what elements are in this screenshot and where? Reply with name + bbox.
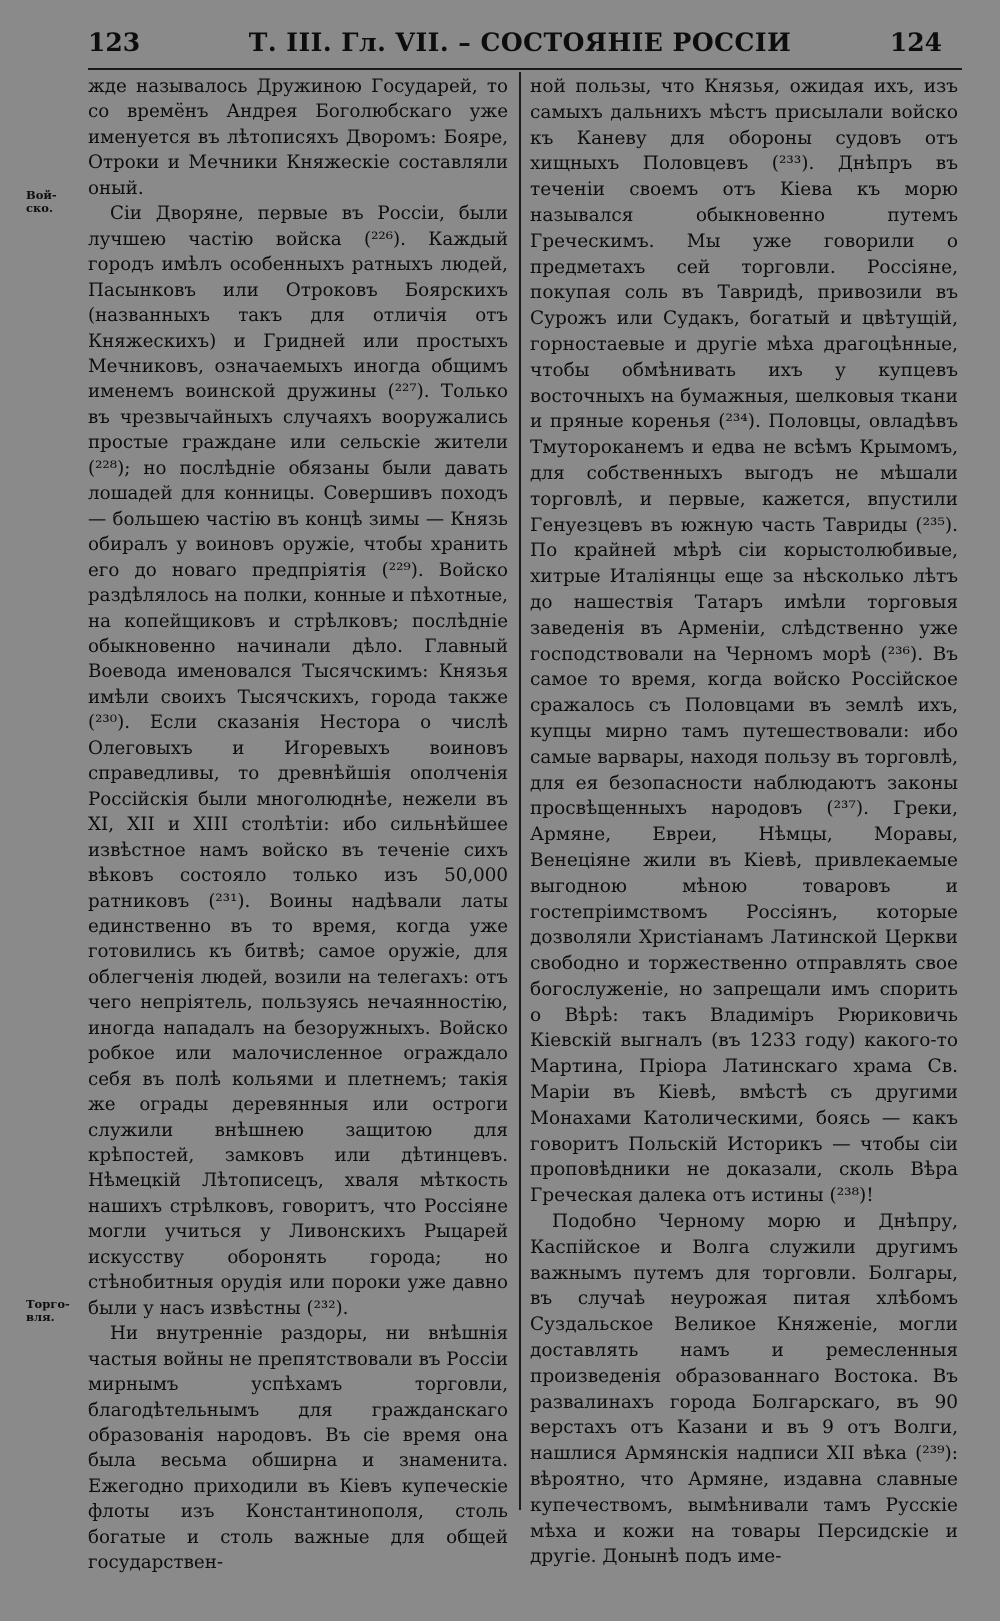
running-title: Т. III. Гл. VII. – СОСТОЯНІЕ РОССІИ (248, 28, 792, 57)
margin-note-text: Торго- вля. (26, 1297, 70, 1324)
paragraph: Подобно Черному морю и Днѣпру, Каспійское и Волга служили другимъ важнымъ путемъ для торговли. Болгары, въ случаѣ неурожая питая хлѣбомъ Суздальское Великое Княженіе, могли доставлять намъ и ремесленныя произведенія образованнаго Востока. Въ развалинахъ города Болгарскаго, въ 90 верстахъ отъ Казани и въ 9 отъ Волги, нашлися Армянскія надписи XII вѣка (²³⁹): вѣроятно, что Армяне, издавна славные купечествомъ, вымѣнивали тамъ Русскіе мѣха и кожи на товары Персидскіе и другіе. Донынѣ подъ име- (530, 1211, 958, 1568)
header-rule (88, 68, 962, 70)
paragraph: Сіи Дворяне, первые въ Россіи, были лучшею частію войска (²²⁶). Каждый городъ имѣлъ особенныхъ ратныхъ людей, Пасынковъ или Отроковъ Боярскихъ (названныхъ такъ для отличія отъ Княжескихъ) и Гридней или простыхъ Мечниковъ, означаемыхъ иногда общимъ именемъ воинской дружины (²²⁷). Только въ чрезвычайныхъ случаяхъ вооружались простые граждане или сельскіе жители (²²⁸); но послѣдніе обязаны были давать лошадей для конницы. Совершивъ походъ — большею частію въ концѣ зимы — Князь обиралъ у воиновъ оружіе, чтобы хранить его до новаго предпріятія (²²⁹). Войско раздѣлялось на полки, конные и пѣхотные, на копейщиковъ и стрѣлковъ; послѣдніе обыкновенно начинали дѣло. Главный Воевода именовался Тысячскимъ: Князья имѣли своихъ Тысячскихъ, города также (²³⁰). Если сказанія Нестора о числѣ Олеговыхъ и Игоревыхъ воиновъ справедливы, то древнѣйшія ополченія Россійскія были многолюднѣе, нежели въ XI, XII и XIII столѣтіи: ибо сильнѣйшее извѣстное намъ войско въ теченіе сихъ вѣковъ состояло только изъ 50,000 ратниковъ (²³¹). Воины надѣвали латы единственно въ то время, когда уже готовились къ битвѣ; самое оружіе, для облегченія людей, возили на телегахъ: отъ чего непріятель, пользуясь нечаянностію, иногда нападалъ на безоружныхъ. Войско робкое или малочисленное ограждало себя въ полѣ кольями и плетнемъ; такія же ограды деревянныя или остроги служили внѣшнею защитою для крѣпостей, замковъ или дѣтинцевъ. Нѣмецкій Лѣтописецъ, хваля мѣткость нашихъ стрѣлковъ, говоритъ, что Россіяне могли учиться у Ливонскихъ Рыцарей искусству обоpонять города; но стѣнобитныя орудія или пороки уже давно были у насъ извѣстны (²³²). (88, 203, 508, 1319)
page-number-left: 123 (88, 28, 141, 57)
paragraph: жде называлось Дружиною Государей, то со времёнъ Андрея Боголюбскаго уже именуется въ лѣтописяхъ Дворомъ: Бояре, Отроки и Мечники Княжескіе составляли оный. (88, 76, 508, 199)
page-number-right: 124 (889, 28, 942, 57)
left-column (88, 74, 508, 1576)
paragraph: ной пользы, что Князья, ожидая ихъ, изъ самыхъ дальнихъ мѣстъ присылали войско къ Каневу для обороны судовъ отъ хищныхъ Половцевъ (²³³). Днѣпръ въ теченіи своемъ отъ Кіева къ морю назывался обыкновенно путемъ Греческимъ. Мы уже говорили о предметахъ сей торговли. Россіяне, покупая соль въ Тавридѣ, привозили въ Сурожъ или Судакъ, богатый и цвѣтущій, горностаевые и другіе мѣха драгоцѣнные, чтобы обмѣнивать ихъ у купцевъ восточныхъ на бумажныя, шелковыя ткани и пряные коренья (²³⁴). Половцы, овладѣвъ Тмутороканемъ и едва не всѣмъ Крымомъ, для собственныхъ выгодъ не мѣшали торговлѣ, и первые, кажется, впустили Генуезцевъ въ южную часть Тавриды (²³⁵). По крайней мѣрѣ сіи корыстолюбивые, хитрые Италіянцы еще за нѣсколько лѣтъ до нашествія Татаръ имѣли торговыя заведенія въ Арменіи, слѣдственно уже господствовали на Черномъ морѣ (²³⁶). Въ самое то время, когда войско Россійское сражалось съ Половцами въ землѣ ихъ, купцы мирно тамъ путешествовали: ибо самые варвары, находя пользу въ торговлѣ, для ея безопасности наблюдаютъ законы просвѣщенныхъ народовъ (²³⁷). Греки, Армяне, Евреи, Нѣмцы, Моравы, Венеціяне жили въ Кіевѣ, привлекаемые выгодною мѣною товаровъ и гостепріимствомъ Россіянъ, которые дозволяли Христіанамъ Латинской Церкви свободно и торжественно отправлять свое богослуженіе, но запрещали имъ спорить о Вѣрѣ: такъ Владиміръ Рюриковичь Кіевскій выгналъ (въ 1233 году) какого-то Мартина, Пріора Латинскаго храма Св. Маріи въ Кіевѣ, вмѣстѣ съ другими Монахами Католическими, боясь — какъ говоритъ Польскій Историкъ — чтобы сіи проповѣдники не доказали, сколь Вѣра Греческая далека отъ истины (²³⁸)! (530, 76, 958, 1207)
margin-note-torgovlya (26, 1298, 76, 1324)
right-column (530, 74, 958, 1570)
column-divider (519, 72, 521, 1510)
paragraph: Ни внутренніе раздоры, ни внѣшнія частыя войны не препятствовали въ Россіи мирнымъ успѣхамъ торговли, благодѣтельнымъ для гражданскаго образованія народовъ. Въ сіе время она была весьма обширна и знаменита. Ежегодно приходили въ Кіевъ купеческіе флоты изъ Константинополя, столь богатые и столь важные для общей государствен- (88, 1323, 508, 1574)
margin-note-voisko (26, 189, 76, 215)
running-header (80, 28, 960, 64)
margin-note-text: Вой- ско. (26, 188, 57, 215)
